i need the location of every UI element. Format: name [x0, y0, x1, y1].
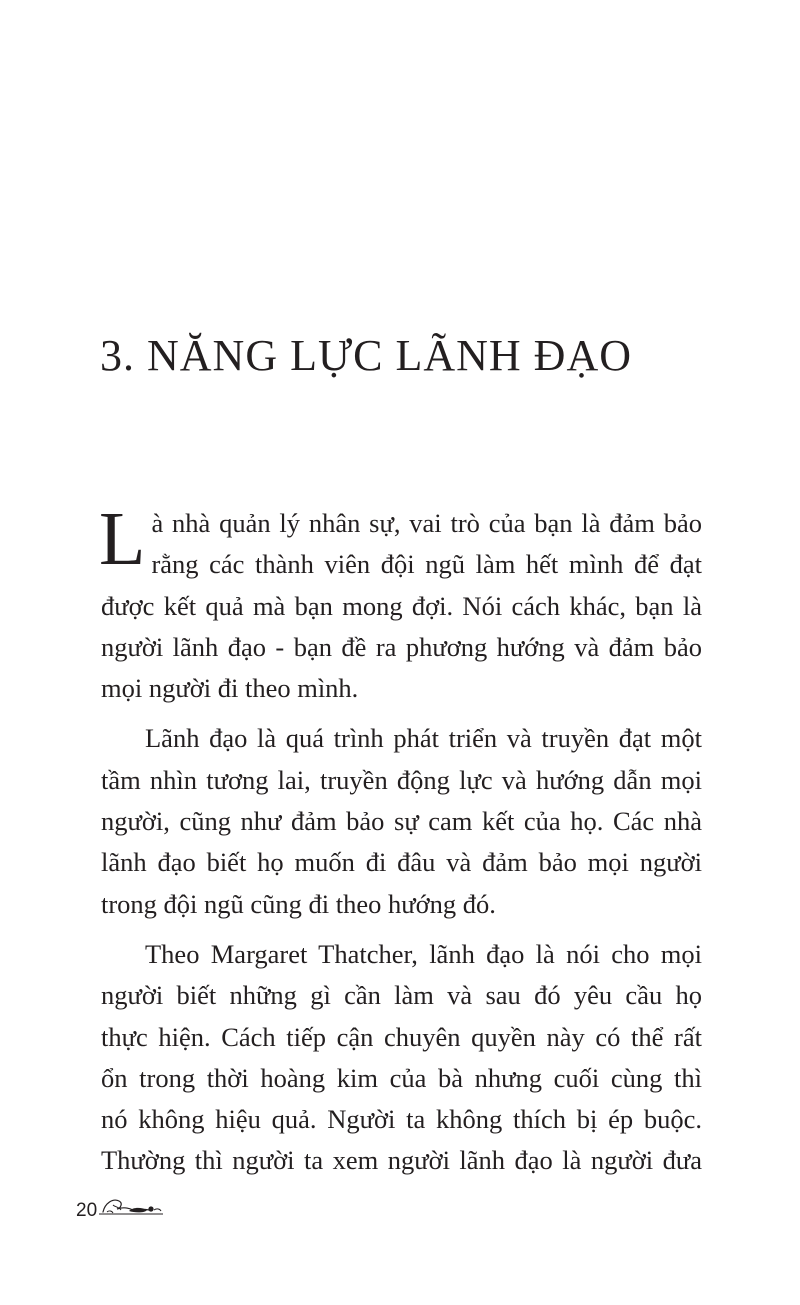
text-line: tầm nhìn tương lai, truyền động lực và hướng dẫn mọi	[101, 764, 702, 795]
dropcap-letter: L	[99, 497, 146, 581]
paragraph-3	[101, 934, 702, 1182]
paragraph-2	[101, 718, 702, 924]
page-number: 20	[76, 1200, 98, 1221]
text-line: người, cũng như đảm bảo sự cam kết của họ. Các nhà	[101, 806, 702, 837]
reclining-figure-ornament-icon	[99, 1195, 165, 1222]
text-line: trong đội ngũ cũng đi theo hướng đó.	[101, 888, 496, 919]
text-line: Lãnh đạo là quá trình phát triển và truyền đạt một	[145, 723, 702, 754]
text-line: người lãnh đạo - bạn đề ra phương hướng và đảm bảo	[101, 631, 702, 662]
chapter-title: 3. NĂNG LỰC LÃNH ĐẠO	[100, 331, 632, 380]
text-line: Thường thì người ta xem người lãnh đạo là người đưa	[101, 1145, 702, 1176]
text-line: à nhà quản lý nhân sự, vai trò của bạn là đảm bảo	[151, 508, 702, 538]
text-line: nó không hiệu quả. Người ta không thích bị ép buộc.	[101, 1104, 702, 1135]
text-line: lãnh đạo biết họ muốn đi đâu và đảm bảo mọi người	[101, 847, 702, 878]
text-line: rằng các thành viên đội ngũ làm hết mình để đạt	[151, 549, 702, 580]
text-line: mọi người đi theo mình.	[101, 673, 359, 704]
text-line: thực hiện. Cách tiếp cận chuyên quyền này có thể rất	[101, 1021, 702, 1052]
text-line: được kết quả mà bạn mong đợi. Nói cách khác, bạn là	[101, 590, 702, 621]
text-line: người biết những gì cần làm và sau đó yêu cầu họ	[101, 980, 702, 1011]
paragraph-1	[99, 497, 702, 709]
text-line: ổn trong thời hoàng kim của bà nhưng cuối cùng thì	[101, 1062, 702, 1093]
body-text	[99, 497, 702, 1191]
text-line: Theo Margaret Thatcher, lãnh đạo là nói cho mọi	[145, 938, 702, 969]
page-footer	[76, 1195, 165, 1220]
